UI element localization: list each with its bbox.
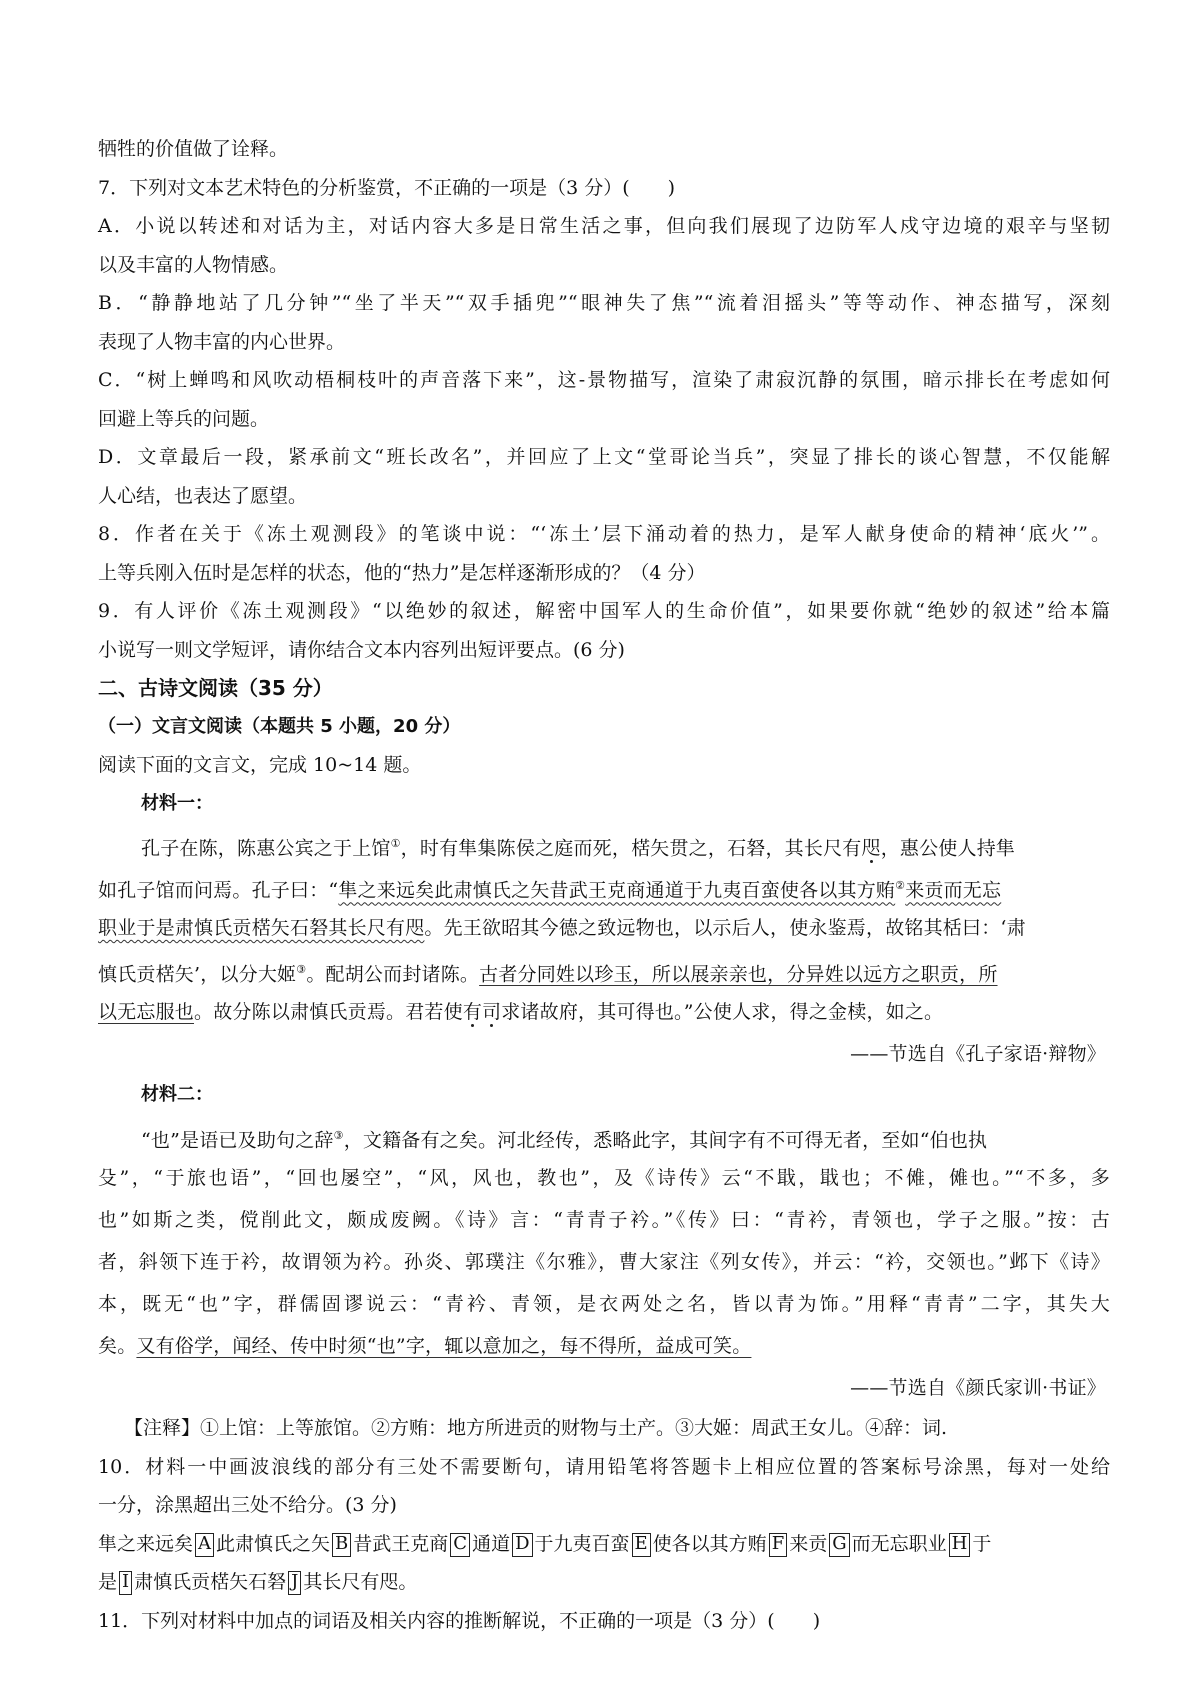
note-ref: ②	[895, 879, 906, 892]
answer-option-i[interactable]: I	[119, 1571, 132, 1595]
option-c-cont: 回避上等兵的问题。	[98, 407, 270, 430]
sentence-break-line-2: 是 I 肃慎氏贡楛矢石砮 J 其长尺有咫。	[98, 1571, 418, 1593]
source-citation: ——节选自《颜氏家训·书证》	[850, 1377, 1106, 1399]
note-ref: ③	[333, 1129, 344, 1142]
note-ref: ①	[390, 837, 401, 850]
material-two-line-6: 矣。又有俗学，闻经、传中时须“也”字，辄以意加之，每不得所，益成可笑。	[98, 1335, 752, 1357]
solid-underline: 又有俗学，闻经、传中时须“也”字，辄以意加之，每不得所，益成可笑。	[136, 1335, 752, 1357]
dotted-char: 咫	[861, 837, 881, 860]
option-b-cont: 表现了人物丰富的内心世界。	[98, 330, 346, 353]
section-title: 二、古诗文阅读（35 分）	[98, 676, 333, 700]
document-page	[98, 130, 1110, 1640]
dotted-char: 有	[462, 1001, 483, 1023]
material-one-label: 材料一：	[141, 792, 213, 814]
option-d: D．文章最后一段，紧承前文“班长改名”，并回应了上文“堂哥论当兵”，突显了排长的谈心智慧，不仅能解	[98, 446, 1110, 468]
question-8-cont: 上等兵刚入伍时是怎样的状态，他的“热力”是怎样逐渐形成的？（4 分）	[98, 561, 706, 584]
material-two-line-2: 殳”，“于旅也语”，“回也屡空”，“风，风也，教也”，及《诗传》云“不戢，戢也；不傩，傩也。”“不多，多	[98, 1167, 1110, 1189]
wavy-underline: 隼之来远矣此肃慎氏之矢昔武王克商通道于九夷百蛮使各以其方贿	[338, 879, 896, 902]
option-a: A．小说以转述和对话为主，对话内容大多是日常生活之事，但向我们展现了边防军人戍守边境的艰辛与坚韧	[98, 215, 1110, 237]
option-b: B．“静静地站了几分钟”“坐了半天”“双手插兜”“眼神失了焦”“流着泪摇头”等等动作、神态描写，深刻	[98, 292, 1110, 314]
question-10: 10．材料一中画波浪线的部分有三处不需要断句，请用铅笔将答题卡上相应位置的答案标号涂黑，每对一处给	[98, 1455, 1110, 1478]
reading-intro: 阅读下面的文言文，完成 10~14 题。	[98, 754, 422, 776]
dotted-char: 司	[482, 1001, 502, 1023]
question-7: 7．下列对文本艺术特色的分析鉴赏，不正确的一项是（3 分）( )	[98, 176, 676, 199]
material-two-line-5: 本，既无“也”字，群儒固谬说云：“青衿、青领，是衣两处之名，皆以青为饰。”用释“青青”二字，其失大	[98, 1293, 1110, 1315]
solid-underline: 古者分同姓以珍玉，所以展亲亲也，分异姓以远方之职贡，所	[479, 963, 998, 986]
answer-option-a[interactable]: A	[195, 1533, 214, 1557]
question-10-cont: 一分，涂黑超出三处不给分。(3 分)	[98, 1494, 397, 1516]
answer-option-e[interactable]: E	[632, 1533, 651, 1557]
question-8: 8．作者在关于《冻土观测段》的笔谈中说：“‘冻土’层下涌动着的热力，是军人献身使命的精神‘底火’”。	[98, 523, 1110, 545]
wavy-underline: 职业于是肃慎氏贡楛矢石砮其长尺有咫	[98, 917, 425, 939]
sentence-break-line-1: 隼之来远矣 A 此肃慎氏之矢 B 昔武王克商 C 通道 D 于九夷百蛮 E 使各以其方贿 F 来贡 G 而无忘职业 H 于	[98, 1532, 992, 1555]
question-9-cont: 小说写一则文学短评，请你结合文本内容列出短评要点。(6 分)	[98, 638, 625, 661]
material-two-line-3: 也”如斯之类，傥削此文，颇成废阙。《诗》言：“青青子衿。”《传》曰：“青衿，青领也，学子之服。”按：古	[98, 1209, 1110, 1231]
answer-option-d[interactable]: D	[512, 1533, 532, 1557]
source-citation: ——节选自《孔子家语·辩物》	[850, 1043, 1106, 1065]
subsection-title: （一）文言文阅读（本题共 5 小题，20 分）	[98, 715, 461, 737]
answer-option-g[interactable]: G	[829, 1533, 849, 1557]
option-a-cont: 以及丰富的人物情感。	[98, 253, 289, 276]
material-two-line-4: 者，斜领下连于衿，故谓领为衿。孙炎、郭璞注《尔雅》，曹大家注《列女传》，并云：“衿，交领也。”邺下《诗》	[98, 1251, 1110, 1273]
note-ref: ③	[296, 963, 307, 976]
question-9: 9．有人评价《冻土观测段》“以绝妙的叙述，解密中国军人的生命价值”，如果要你就“绝妙的叙述”给本篇	[98, 600, 1110, 622]
material-one-line-3: 职业于是肃慎氏贡楛矢石砮其长尺有咫。先王欲昭其今德之致远物也，以示后人，使永鉴焉，故铭其栝曰：‘肃	[98, 917, 1026, 939]
material-two-line-1: “也”是语已及助句之辞③，文籍备有之矣。河北经传，悉略此字，其间字有不可得无者，至如“伯也执	[141, 1129, 988, 1152]
answer-option-c[interactable]: C	[450, 1533, 470, 1557]
text-line: 牺牲的价值做了诠释。	[98, 138, 289, 160]
answer-option-h[interactable]: H	[949, 1533, 971, 1557]
option-c: C．“树上蝉鸣和风吹动梧桐枝叶的声音落下来”，这-景物描写，渲染了肃寂沉静的氛围，暗示排长在考虑如何	[98, 369, 1110, 391]
question-11: 11．下列对材料中加点的词语及相关内容的推断解说，不正确的一项是（3 分）( )	[98, 1609, 821, 1632]
material-one-line-2: 如孔子馆而问焉。孔子曰：“隼之来远矣此肃慎氏之矢昔武王克商通道于九夷百蛮使各以其方贿②来贡而无忘	[98, 879, 1002, 902]
option-d-cont: 人心结，也表达了愿望。	[98, 484, 308, 507]
material-one-line-5: 以无忘服也。故分陈以肃慎氏贡焉。君若使有司求诸故府，其可得也。”公使人求，得之金椟，如之。	[98, 1001, 944, 1023]
wavy-underline: 来贡而无忘	[905, 879, 1002, 902]
answer-option-b[interactable]: B	[332, 1533, 351, 1557]
solid-underline: 以无忘服也	[98, 1001, 195, 1023]
answer-option-f[interactable]: F	[769, 1533, 788, 1557]
material-one-line-4: 慎氏贡楛矢’，以分大姬③。配胡公而封诸陈。古者分同姓以珍玉，所以展亲亲也，分异姓以远方之职贡，所	[98, 963, 998, 986]
material-two-label: 材料二：	[141, 1084, 213, 1105]
annotations: 【注释】①上馆：上等旅馆。②方贿：地方所进贡的财物与土产。③大姬：周武王女儿。④辞：词.	[124, 1417, 948, 1439]
answer-option-j[interactable]: J	[288, 1571, 301, 1595]
material-one-line-1: 孔子在陈，陈惠公宾之于上馆①，时有隼集陈侯之庭而死，楛矢贯之，石砮，其长尺有咫，惠公使人持隼	[141, 837, 1016, 860]
